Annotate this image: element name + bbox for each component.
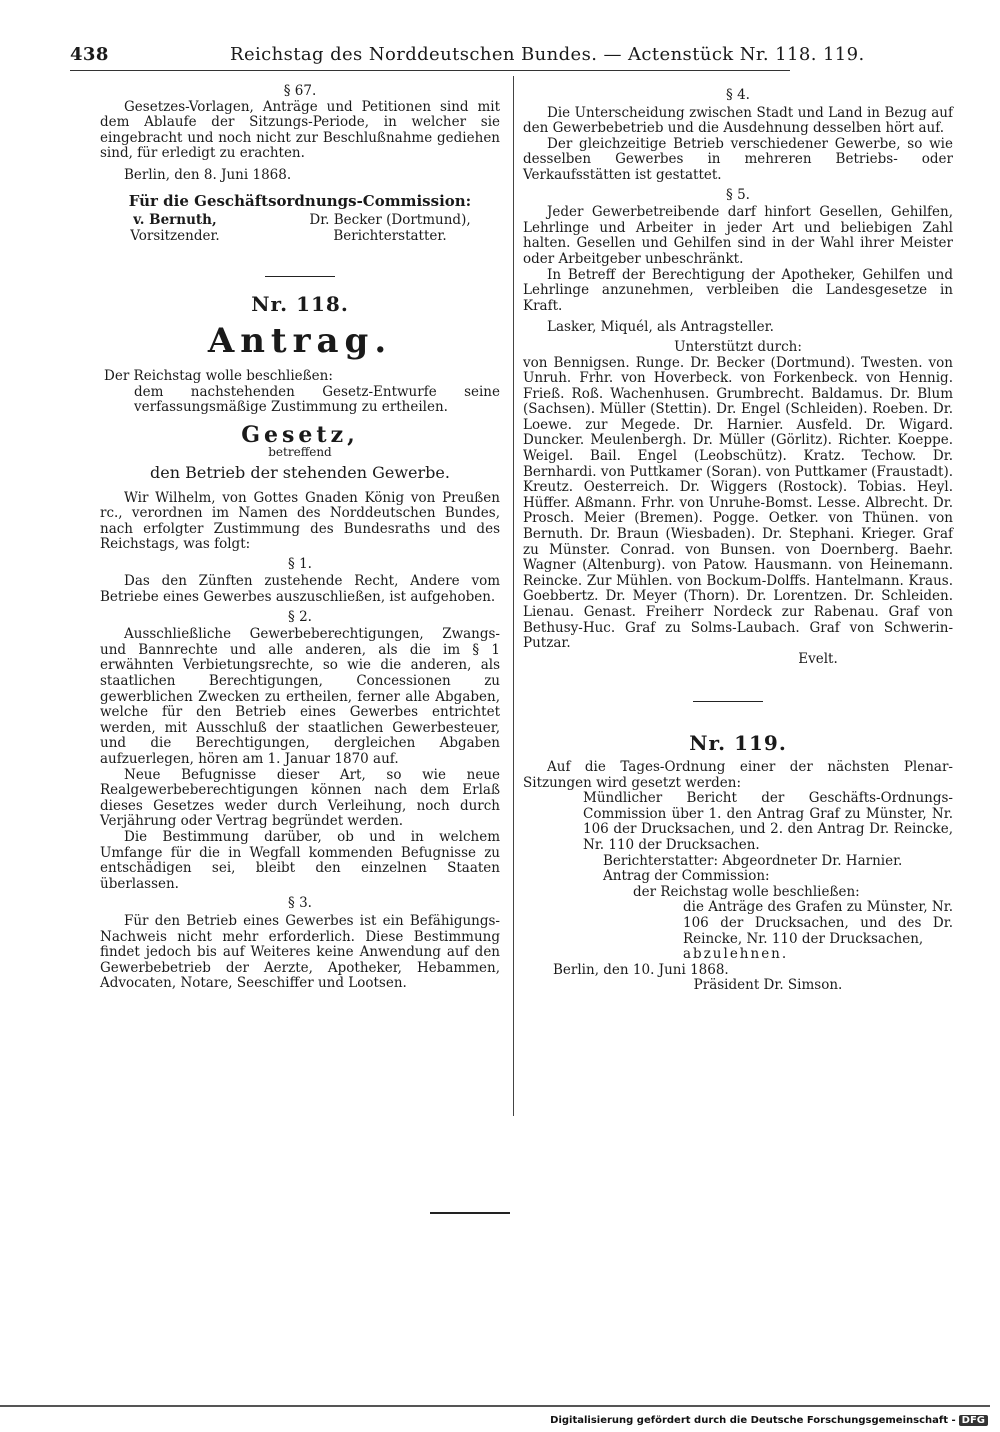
column-separator <box>513 76 514 1116</box>
antrag-heading: Antrag. <box>207 320 393 361</box>
section-4-text-1: Die Unterscheidung zwischen Stadt und Land in Bezug auf den Gewerbebetrieb und die Ausdehnung desselben hört auf. <box>523 104 953 137</box>
signatures <box>100 213 500 244</box>
chair-name: v. Bernuth, <box>133 212 217 229</box>
nr-119-heading: Nr. 119. <box>689 731 787 756</box>
resolution-text: die Anträge des Grafen zu Münster, Nr. 106 der Drucksachen, und des Dr. Reincke, Nr. 110 der Drucksachen, <box>683 899 953 947</box>
intro-line-1: Der Reichstag wolle beschließen: <box>104 367 333 384</box>
digitization-credit <box>550 1415 988 1426</box>
supporters-list: von Bennigsen. Runge. Dr. Becker (Dortmund). Twesten. von Unruh. Frhr. von Hoverbeck. von Forkenbeck. von Hennig. Frieß. Roß. Wachenhusen. Grumbrecht. Baldamus. Dr. Blum (Sachsen). Müller (Stettin). Dr. Engel (Schleiden). Roeben. Dr. Loewe. zur Megede. Dr. Harnier. Ausfeld. Dr. Wigard. Duncker. Meulenbergh. Dr. Müller (Görlitz). Richter. Koeppe. Weigel. Bail. Engel (Leobschütz). Kratz. Techow. Dr. Bernhardi. von Puttkamer (Soran). von Puttkamer (Fraustadt). Kreutz. Oesterreich. Dr. Wiggers (Rostock). Tobias. Heyl. Hüffer. Aßmann. Frhr. von Unruhe-Bomst. Lesse. Albrecht. Dr. Prosch. Meier (Bremen). Pogge. Oetker. von Thünen. von Bernuth. Dr. Braun (Wiesbaden). Dr. Stephani. Krieger. Graf zu Münster. Conrad. von Bunsen. von Doernberg. Baehr. Wagner (Altenburg). von Patow. Hausmann. von Heinemann. Reincke. Zur Mühlen. von Bockum-Dolffs. Hantelmann. Kraus. Goebbertz. Dr. Meyer (Thorn). Dr. Lorentzen. Dr. Schleiden. Lienau. Genast. Freiherr Nordeck zur Rabenau. Graf von Bethusy-Huc. Graf zu Solms-Laubach. Graf von Schwerin-Putzar. <box>523 354 953 652</box>
resolve-line: der Reichstag wolle beschließen: <box>633 883 860 900</box>
report-text: Mündlicher Bericht der Geschäfts-Ordnungs-Commission über 1. den Antrag Graf zu Münster, Nr. 106 der Drucksachen, und 2. den Antrag Dr. Reincke, Nr. 110 der Drucksachen. <box>583 790 953 853</box>
intro-line-2: dem nachstehenden Gesetz-Entwurfe seine verfassungsmäßige Zustimmung zu ertheilen. <box>134 383 500 416</box>
section-2-text-2: Neue Befugnisse dieser Art, so wie neue Realgewerbeberechtigungen können nach dem Erlaß dieses Gesetzes weder durch Verleihung, noch durch Verjährung oder Vertrag begründet werden. <box>100 766 500 830</box>
commission-heading: Für die Geschäftsordnungs-Commission: <box>128 191 472 210</box>
chair-role: Vorsitzender. <box>130 227 220 244</box>
signature-chair <box>100 213 250 244</box>
reject-word: abzulehnen. <box>683 946 789 963</box>
dfg-logo: DFG <box>959 1415 988 1426</box>
agenda-intro: Auf die Tages-Ordnung einer der nächsten Plenar-Sitzungen wird gesetzt werden: <box>523 758 953 791</box>
date-line-1: Berlin, den 8. Juni 1868. <box>124 166 292 183</box>
page-header <box>70 44 865 70</box>
rapporteur-line: Berichterstatter: Abgeordneter Dr. Harnier. <box>603 852 903 869</box>
section-67-text: Gesetzes-Vorlagen, Anträge und Petitionen sind mit dem Ablaufe der Sitzungs-Periode, in welcher sie eingebracht und noch nicht zur Beschlußnahme gediehen sind, für erledigt zu erachten. <box>100 98 500 162</box>
date-line-2: Berlin, den 10. Juni 1868. <box>553 961 729 978</box>
law-subject: den Betrieb der stehenden Gewerbe. <box>150 462 450 482</box>
running-title: Reichstag des Norddeutschen Bundes. — Actenstück Nr. 118. 119. <box>230 44 865 65</box>
proposers-line: Lasker, Miquél, als Antragsteller. <box>547 319 774 336</box>
scan-bottom-edge <box>0 1405 990 1407</box>
preamble-text: Wir Wilhelm, von Gottes Gnaden König von Preußen rc., verordnen im Namen des Norddeutschen Bundes, nach erfolgter Zustimmung des Bundesraths und des Reichstags, was folgt: <box>100 489 500 553</box>
section-2-text-3: Die Bestimmung darüber, ob und in welchem Umfange für die in Wegfall kommenden Befugnisse zu entschädigen sei, bleibt den einzelnen Staaten überlassen. <box>100 828 500 892</box>
rapporteur-name: Dr. Becker (Dortmund), <box>309 212 471 229</box>
right-column <box>523 84 953 994</box>
digitization-text: Digitalisierung gefördert durch die Deutsche Forschungsgemeinschaft - <box>550 1415 956 1426</box>
section-4-heading: § 4. <box>726 87 750 103</box>
section-5-heading: § 5. <box>726 186 750 203</box>
section-67-heading: § 67. <box>283 83 317 99</box>
last-supporter: Evelt. <box>798 650 838 667</box>
supported-label: Unterstützt durch: <box>674 338 802 355</box>
section-5-text-1: Jeder Gewerbetreibende darf hinfort Gesellen, Gehilfen, Lehrlinge und Arbeiter in jeder Art und beliebigen Zahl halten. Gesellen und Gehilfen sind in der Wahl ihrer Meister oder Arbeitgeber unbeschränkt. <box>523 204 953 267</box>
section-3-heading: § 3. <box>288 895 312 912</box>
section-2-heading: § 2. <box>288 608 312 625</box>
section-5-text-2: In Betreff der Berechtigung der Apotheker, Gehilfen und Lehrlinge anzunehmen, verbleiben die Landesgesetze in Kraft. <box>523 266 953 314</box>
section-4-text-2: Der gleichzeitige Betrieb verschiedener Gewerbe, so wie desselben Gewerbes in mehreren Betriebs- oder Verkaufsstätten ist gestattet. <box>523 135 953 183</box>
rapporteur-role: Berichterstatter. <box>333 227 447 244</box>
signature-rapporteur <box>280 213 500 244</box>
commission-motion: Antrag der Commission: <box>603 868 770 885</box>
section-1-text: Das den Zünften zustehende Recht, Andere vom Betriebe eines Gewerbes auszuschließen, ist aufgehoben. <box>100 573 500 606</box>
divider-rule <box>265 276 335 277</box>
betreffend-label: betreffend <box>268 445 332 460</box>
section-2-text-1: Ausschließliche Gewerbeberechtigungen, Zwangs- und Bannrechte und alle anderen, als die im § 1 erwähnten Verbietungsrechte, so wie die anderen, als staatlichen Berechtigungen, Concessionen zu gewerblichen Zwecken zu ertheilen, ferner alle Abgaben, welche für den Betrieb eines Gewerbes entrichtet werden, mit Ausschluß der staatlichen Gewerbesteuer, und die Berechtigungen, dergleichen Abgaben aufzuerlegen, hören am 1. Januar 1870 auf. <box>100 626 500 767</box>
nr-118-heading: Nr. 118. <box>251 292 349 317</box>
divider-rule-right <box>693 701 763 702</box>
header-rule <box>70 70 790 71</box>
gesetz-heading: Gesetz, <box>241 421 359 448</box>
president-signature: Präsident Dr. Simson. <box>693 977 843 994</box>
left-column <box>100 84 500 992</box>
footer-rule <box>430 1212 510 1214</box>
section-3-text: Für den Betrieb eines Gewerbes ist ein Befähigungs-Nachweis nicht mehr erforderlich. Diese Bestimmung findet jedoch bis auf Weiteres keine Anwendung auf den Gewerbebetrieb der Aerzte, Apotheker, Hebammen, Advocaten, Notare, Seeschiffer und Lootsen. <box>100 912 500 992</box>
section-1-heading: § 1. <box>288 555 312 572</box>
page-number: 438 <box>70 44 109 65</box>
